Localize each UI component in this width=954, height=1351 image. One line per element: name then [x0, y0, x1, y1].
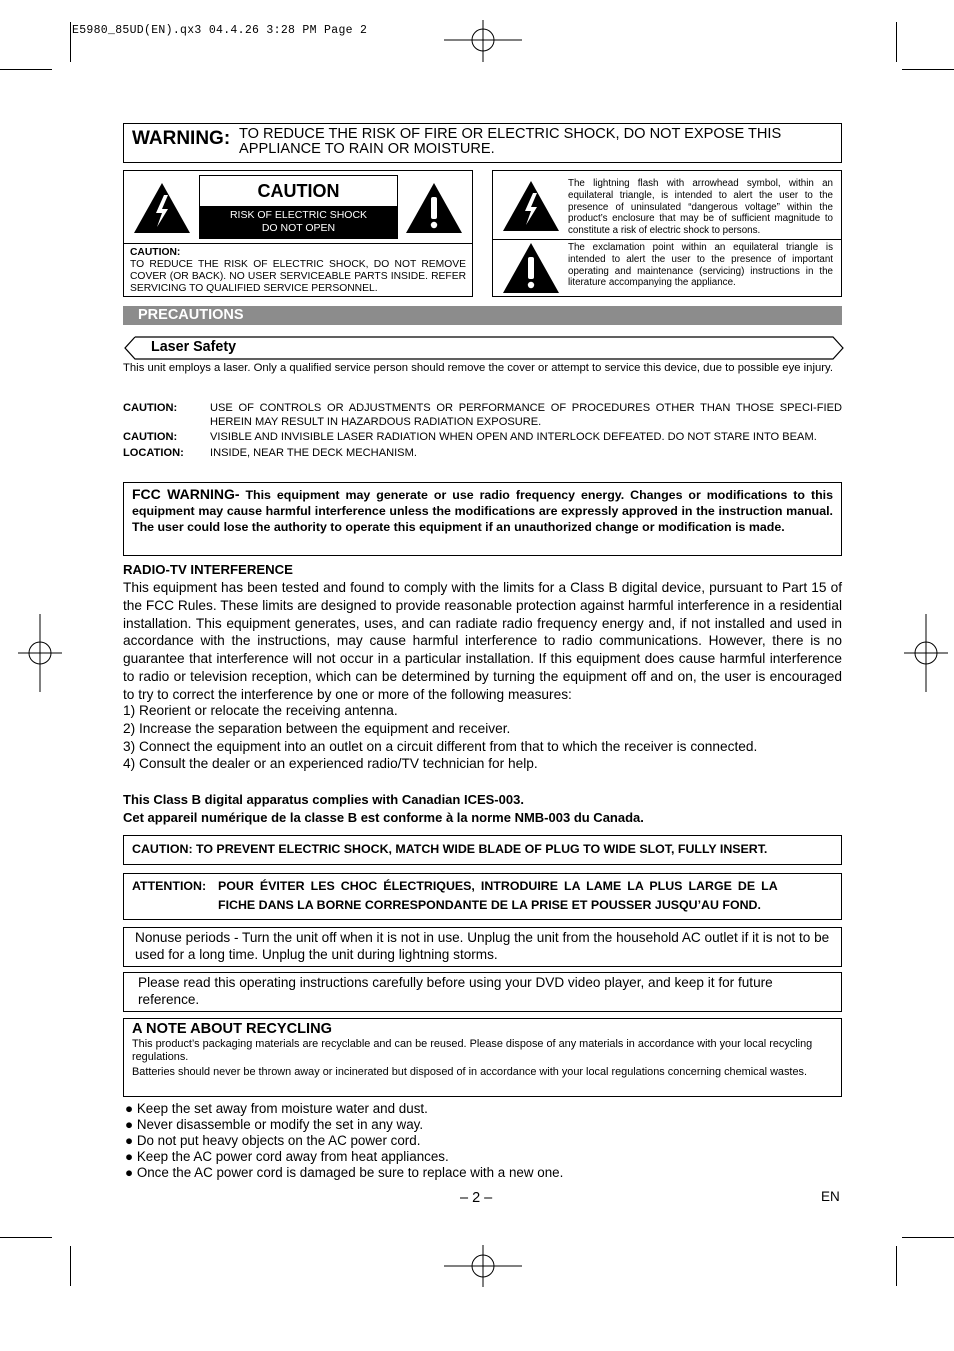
- laser-intro: This unit employs a laser. Only a qualified service person should remove the cover or attempt to service this device, due to possible eye injury.: [123, 362, 833, 374]
- attention-line1: POUR ÉVITER LES CHOC ÉLECTRIQUES, INTRODUIRE LA LAME LA PLUS LARGE DE LA: [218, 879, 778, 893]
- fcc-warning-label: FCC WARNING-: [132, 486, 240, 502]
- exclamation-symbol-icon: [501, 241, 561, 295]
- attention-box: [123, 873, 842, 920]
- caution-title: CAUTION: [257, 181, 340, 201]
- warning-text-line2: APPLIANCE TO RAIN OR MOISTURE.: [239, 141, 495, 157]
- registration-mark-top: [444, 20, 522, 62]
- bullet-icon: ●: [125, 1101, 137, 1116]
- symbols-panel: [492, 170, 842, 297]
- laser-item-label: LOCATION:: [123, 447, 184, 460]
- laser-item-text: USE OF CONTROLS OR ADJUSTMENTS OR PERFORMANCE OF PROCEDURES OTHER THAN THOSE SPECI-FIED HEREIN MAY RESULT IN HAZARDOUS RADIATION EXPOSURE.: [210, 402, 842, 428]
- read-note-text: Please read this operating instructions carefully before using your DVD video player, and keep it for future reference.: [138, 975, 773, 1007]
- laser-item: [123, 447, 842, 461]
- warning-text-line1: TO REDUCE THE RISK OF FIRE OR ELECTRIC SHOCK, DO NOT EXPOSE THIS: [239, 126, 782, 142]
- nonuse-text: Nonuse periods - Turn the unit off when it is not in use. Unplug the unit from the household AC outlet if it is not to be used for a long time. Unplug the unit during lightning storms.: [135, 930, 830, 962]
- list-item: ● Keep the set away from moisture water and dust.: [125, 1101, 428, 1116]
- radio-tv-heading: RADIO-TV INTERFERENCE: [123, 562, 293, 577]
- caution-note-label: CAUTION:: [130, 247, 181, 258]
- laser-item: [123, 402, 842, 429]
- canada-line-en: This Class B digital apparatus complies with Canadian ICES-003.: [123, 792, 524, 807]
- list-item: ● Once the AC power cord is damaged be sure to replace with a new one.: [125, 1165, 564, 1180]
- precautions-heading: PRECAUTIONS: [138, 307, 244, 323]
- laser-item-label: CAUTION:: [123, 431, 178, 444]
- recycling-box: [123, 1018, 842, 1097]
- warning-label: WARNING:: [132, 128, 231, 149]
- fcc-warning: [132, 486, 833, 535]
- laser-safety-heading: Laser Safety: [151, 339, 237, 355]
- list-item: ● Never disassemble or modify the set in any way.: [125, 1117, 424, 1132]
- lightning-warning-icon: [132, 181, 192, 235]
- caution-panel: [123, 170, 473, 297]
- bullet-icon: ●: [125, 1133, 137, 1148]
- nonuse-box: [123, 927, 842, 967]
- plug-caution-text: CAUTION: TO PREVENT ELECTRIC SHOCK, MATCH WIDE BLADE OF PLUG TO WIDE SLOT, FULLY INSERT.: [132, 842, 768, 856]
- safety-bullets: [125, 1101, 844, 1181]
- laser-item-text: VISIBLE AND INVISIBLE LASER RADIATION WHEN OPEN AND INTERLOCK DEFEATED. DO NOT STARE INTO BEAM.: [210, 431, 817, 444]
- laser-items: [123, 402, 842, 461]
- attention-label: ATTENTION:: [132, 879, 207, 893]
- registration-mark-right: [904, 614, 948, 692]
- caution-sub-line2: DO NOT OPEN: [261, 221, 336, 234]
- print-header: E5980_85UD(EN).qx3 04.4.26 3:28 PM Page 2: [72, 24, 368, 37]
- attention-line2: FICHE DANS LA BORNE CORRESPONDANTE DE LA PRISE ET POUSSER JUSQU’AU FOND.: [218, 898, 761, 912]
- list-item: ● Keep the AC power cord away from heat appliances.: [125, 1149, 449, 1164]
- registration-mark-left: [18, 614, 62, 692]
- measure-item: 1) Reorient or relocate the receiving antenna.: [123, 703, 398, 718]
- bullet-icon: ●: [125, 1165, 137, 1180]
- laser-item-label: CAUTION:: [123, 402, 178, 414]
- laser-item-text: INSIDE, NEAR THE DECK MECHANISM.: [210, 447, 417, 460]
- canada-compliance: [123, 791, 644, 827]
- recycling-heading: A NOTE ABOUT RECYCLING: [132, 1021, 332, 1037]
- bullet-icon: ●: [125, 1117, 137, 1132]
- caution-label-box: [199, 175, 398, 239]
- radio-tv-paragraph: This equipment has been tested and found to comply with the limits for a Class B digital device, pursuant to Part 15 of the FCC Rules. These limits are designed to provide reasonable protection against harmful interference in a residential installation. This equipment generates, uses, and can radiate radio frequency energy and, if not installed and used in accordance with the instructions, may cause harmful interference to radio communications. However, there is no guarantee that interference will not occur in a particular installation. If this equipment does cause harmful interference to radio or television reception, which can be determined by turning the equipment off and on, the user is encouraged to try to correct the interference by one or more of the following measures:: [123, 580, 842, 702]
- registration-mark-bottom: [444, 1245, 522, 1287]
- canada-line-fr: Cet appareil numérique de la classe B est conforme à la norme NMB-003 du Canada.: [123, 810, 644, 825]
- caution-note-text: TO REDUCE THE RISK OF ELECTRIC SHOCK, DO NOT REMOVE COVER (OR BACK). NO USER SERVICEABLE PARTS INSIDE. REFER SERVICING TO QUALIFIED SERVICE PERSONNEL.: [130, 259, 466, 294]
- caution-sub-line1: RISK OF ELECTRIC SHOCK: [229, 209, 368, 221]
- bullet-icon: ●: [125, 1149, 137, 1164]
- measure-item: 2) Increase the separation between the equipment and receiver.: [123, 720, 511, 736]
- exclamation-warning-icon: [404, 181, 464, 235]
- caution-divider: [124, 243, 472, 244]
- warning-box: [123, 123, 842, 163]
- read-note-box: [123, 972, 842, 1012]
- measure-item: 4) Consult the dealer or an experienced radio/TV technician for help.: [123, 756, 538, 772]
- caution-note: [130, 247, 466, 295]
- caution-subtitle-band: [200, 206, 397, 239]
- plug-caution-box: [123, 835, 842, 865]
- precautions-heading-bar: [123, 306, 842, 325]
- symbols-divider: [493, 239, 841, 240]
- recycling-text-1: This product’s packaging materials are recyclable and can be reused. Please dispose of any materials in accordance with your local recycling regulations.: [132, 1038, 813, 1063]
- exclamation-symbol-text: The exclamation point within an equilateral triangle is intended to alert the user to the presence of important operating and maintenance (servicing) instructions in the literature accompanying the appliance.: [568, 242, 833, 289]
- measure-item: 3) Connect the equipment into an outlet on a circuit different from that to which the receiver is connected.: [123, 738, 758, 754]
- page-number: – 2 –: [460, 1190, 493, 1206]
- language-code: EN: [821, 1189, 840, 1204]
- fcc-warning-text: This equipment may generate or use radio frequency energy. Changes or modifications to this equipment may cause harmful interference unless the modifications are expressly approved in the instruction manual. The user could lose the authority to operate this equipment if an unauthorized change or modification is made.: [132, 488, 833, 535]
- laser-item: [123, 431, 842, 445]
- list-item: ● Do not put heavy objects on the AC power cord.: [125, 1133, 421, 1148]
- fcc-warning-box: [123, 482, 842, 556]
- lightning-symbol-text: The lightning flash with arrowhead symbol, within an equilateral triangle, is intended to alert the user to the presence of uninsulated “dangerous voltage” within the product’s enclosure that may be of sufficient magnitude to constitute a risk of electric shock to persons.: [568, 178, 833, 237]
- lightning-symbol-icon: [501, 179, 561, 233]
- recycling-text-2: Batteries should never be thrown away or incinerated but disposed of in accordance with your local regulations concerning chemical wastes.: [132, 1066, 807, 1078]
- radio-tv-measures: [123, 702, 842, 773]
